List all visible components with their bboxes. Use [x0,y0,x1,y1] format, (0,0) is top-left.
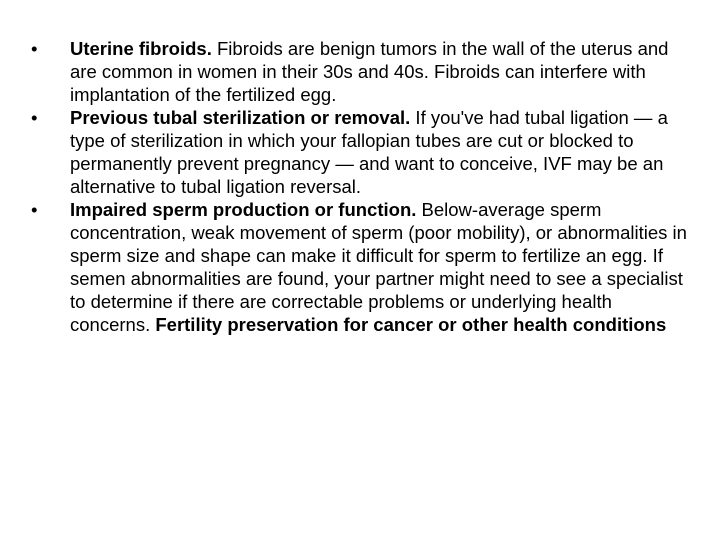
bullet-item-uterine-fibroids [30,37,694,106]
bullet-item-impaired-sperm [30,198,694,336]
bullet-point-icon: • [31,199,38,220]
bullet-body: Below-average sperm concentration, weak movement of sperm (poor mobility), or abnormalities in sperm size and shape can make it difficult for sperm to fertilize an egg. If semen abnormalities are found, your partner might need to see a specialist to determine if there are correctable problems or underlying health concerns. [70,199,687,335]
bullet-heading: Impaired sperm production or function. [70,199,417,220]
bullet-point-icon: • [31,107,38,128]
bullet-point-icon: • [31,38,38,59]
bullet-list [30,37,694,336]
bullet-item-tubal-sterilization [30,106,694,198]
bullet-heading: Uterine fibroids. [70,38,212,59]
bullet-body: Fibroids are benign tumors in the wall of the uterus and are common in women in their 30s and 40s. Fibroids can interfere with implantation of the fertilized egg. [70,38,669,105]
bullet-heading: Previous tubal sterilization or removal. [70,107,411,128]
fertility-preservation-heading: Fertility preservation for cancer or other health conditions [155,314,667,335]
bullet-body: If you've had tubal ligation — a type of sterilization in which your fallopian tubes are cut or blocked to permanently prevent pregnancy — and want to conceive, IVF may be an alternative to tubal ligation reversal. [70,107,668,197]
